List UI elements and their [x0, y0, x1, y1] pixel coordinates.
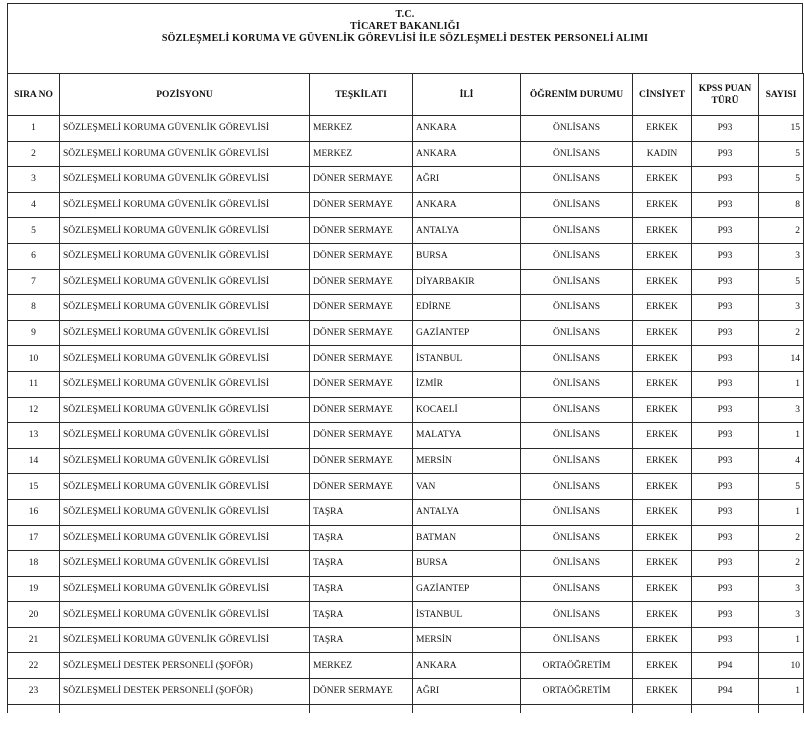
cell-pozisyon: SÖZLEŞMELİ KORUMA GÜVENLİK GÖREVLİSİ	[60, 371, 310, 397]
cell-pozisyon: SÖZLEŞMELİ DESTEK PERSONELİ (ŞOFÖR)	[60, 679, 310, 705]
cell-ogrenim: ÖNLİSANS	[521, 141, 633, 167]
col-header-ogrenim: ÖĞRENİM DURUMU	[521, 74, 633, 116]
cell-cinsiyet: ERKEK	[633, 576, 692, 602]
cell-kpss: P94	[692, 653, 759, 679]
cell-empty	[8, 704, 60, 713]
cell-empty	[633, 704, 692, 713]
cell-sayi: 3	[759, 576, 804, 602]
cell-kpss: P93	[692, 346, 759, 372]
table-row	[8, 141, 804, 167]
table-row	[8, 192, 804, 218]
cell-cinsiyet: ERKEK	[633, 295, 692, 321]
cell-kpss: P93	[692, 576, 759, 602]
cell-cinsiyet: ERKEK	[633, 243, 692, 269]
cell-il: AĞRI	[413, 167, 521, 193]
cell-ogrenim: ÖNLİSANS	[521, 371, 633, 397]
cell-kpss: P93	[692, 167, 759, 193]
cell-ogrenim: ÖNLİSANS	[521, 499, 633, 525]
cell-ogrenim: ÖNLİSANS	[521, 116, 633, 142]
cell-pozisyon: SÖZLEŞMELİ KORUMA GÜVENLİK GÖREVLİSİ	[60, 243, 310, 269]
cell-cinsiyet: ERKEK	[633, 167, 692, 193]
cell-sira-no: 10	[8, 346, 60, 372]
table-row	[8, 448, 804, 474]
cell-kpss: P93	[692, 116, 759, 142]
cell-kpss: P93	[692, 295, 759, 321]
cell-pozisyon: SÖZLEŞMELİ KORUMA GÜVENLİK GÖREVLİSİ	[60, 551, 310, 577]
cell-ogrenim: ÖNLİSANS	[521, 320, 633, 346]
cell-sira-no: 2	[8, 141, 60, 167]
cell-pozisyon: SÖZLEŞMELİ KORUMA GÜVENLİK GÖREVLİSİ	[60, 576, 310, 602]
cell-kpss: P93	[692, 423, 759, 449]
cell-kpss: P93	[692, 192, 759, 218]
cell-empty	[310, 704, 413, 713]
cell-sira-no: 16	[8, 499, 60, 525]
cell-cinsiyet: ERKEK	[633, 653, 692, 679]
cell-il: İZMİR	[413, 371, 521, 397]
cell-sayi: 3	[759, 243, 804, 269]
cell-kpss: P93	[692, 371, 759, 397]
cell-cinsiyet: ERKEK	[633, 474, 692, 500]
cell-sira-no: 5	[8, 218, 60, 244]
cell-sira-no: 9	[8, 320, 60, 346]
cell-ogrenim: ÖNLİSANS	[521, 192, 633, 218]
cell-sayi: 4	[759, 448, 804, 474]
cell-ogrenim: ÖNLİSANS	[521, 167, 633, 193]
cell-il: ANTALYA	[413, 218, 521, 244]
cell-teskilat: DÖNER SERMAYE	[310, 423, 413, 449]
cell-sira-no: 7	[8, 269, 60, 295]
cell-kpss: P93	[692, 474, 759, 500]
cell-cinsiyet: ERKEK	[633, 679, 692, 705]
col-header-kpss-line2: TÜRÜ	[711, 95, 739, 106]
cell-cinsiyet: ERKEK	[633, 320, 692, 346]
table-row	[8, 167, 804, 193]
cell-teskilat: DÖNER SERMAYE	[310, 448, 413, 474]
cell-il: ANKARA	[413, 653, 521, 679]
cell-sayi: 3	[759, 602, 804, 628]
cell-cinsiyet: ERKEK	[633, 423, 692, 449]
cell-teskilat: MERKEZ	[310, 653, 413, 679]
cell-pozisyon: SÖZLEŞMELİ KORUMA GÜVENLİK GÖREVLİSİ	[60, 295, 310, 321]
cell-teskilat: TAŞRA	[310, 525, 413, 551]
table-row	[8, 602, 804, 628]
cell-il: MALATYA	[413, 423, 521, 449]
cell-il: AĞRI	[413, 679, 521, 705]
table-row-cut-off	[8, 704, 804, 713]
cell-pozisyon: SÖZLEŞMELİ KORUMA GÜVENLİK GÖREVLİSİ	[60, 525, 310, 551]
cell-sayi: 15	[759, 116, 804, 142]
cell-cinsiyet: ERKEK	[633, 397, 692, 423]
cell-cinsiyet: KADIN	[633, 141, 692, 167]
cell-empty	[692, 704, 759, 713]
cell-sayi: 14	[759, 346, 804, 372]
cell-teskilat: DÖNER SERMAYE	[310, 371, 413, 397]
cell-pozisyon: SÖZLEŞMELİ KORUMA GÜVENLİK GÖREVLİSİ	[60, 192, 310, 218]
cell-il: İSTANBUL	[413, 346, 521, 372]
cell-sayi: 5	[759, 474, 804, 500]
cell-kpss: P93	[692, 551, 759, 577]
cell-teskilat: DÖNER SERMAYE	[310, 192, 413, 218]
cell-sayi: 1	[759, 679, 804, 705]
cell-teskilat: DÖNER SERMAYE	[310, 243, 413, 269]
cell-pozisyon: SÖZLEŞMELİ KORUMA GÜVENLİK GÖREVLİSİ	[60, 397, 310, 423]
cell-sira-no: 1	[8, 116, 60, 142]
cell-pozisyon: SÖZLEŞMELİ KORUMA GÜVENLİK GÖREVLİSİ	[60, 627, 310, 653]
cell-kpss: P93	[692, 499, 759, 525]
cell-kpss: P93	[692, 448, 759, 474]
cell-sira-no: 6	[8, 243, 60, 269]
cell-sira-no: 20	[8, 602, 60, 628]
cell-teskilat: TAŞRA	[310, 551, 413, 577]
cell-teskilat: DÖNER SERMAYE	[310, 295, 413, 321]
cell-ogrenim: ORTAÖĞRETİM	[521, 679, 633, 705]
table-row	[8, 525, 804, 551]
cell-teskilat: DÖNER SERMAYE	[310, 346, 413, 372]
cell-sira-no: 11	[8, 371, 60, 397]
cell-sira-no: 14	[8, 448, 60, 474]
cell-ogrenim: ÖNLİSANS	[521, 551, 633, 577]
table-row	[8, 269, 804, 295]
col-header-il: İLİ	[413, 74, 521, 116]
cell-il: ANKARA	[413, 141, 521, 167]
cell-sayi: 1	[759, 499, 804, 525]
cell-pozisyon: SÖZLEŞMELİ KORUMA GÜVENLİK GÖREVLİSİ	[60, 141, 310, 167]
cell-pozisyon: SÖZLEŞMELİ KORUMA GÜVENLİK GÖREVLİSİ	[60, 499, 310, 525]
cell-sayi: 1	[759, 627, 804, 653]
cell-sira-no: 12	[8, 397, 60, 423]
table-row	[8, 499, 804, 525]
cell-sira-no: 23	[8, 679, 60, 705]
table-row	[8, 371, 804, 397]
cell-ogrenim: ÖNLİSANS	[521, 602, 633, 628]
cell-kpss: P93	[692, 320, 759, 346]
cell-teskilat: DÖNER SERMAYE	[310, 397, 413, 423]
cell-teskilat: DÖNER SERMAYE	[310, 679, 413, 705]
table-row	[8, 116, 804, 142]
table-row	[8, 423, 804, 449]
cell-pozisyon: SÖZLEŞMELİ KORUMA GÜVENLİK GÖREVLİSİ	[60, 474, 310, 500]
cell-sayi: 3	[759, 397, 804, 423]
cell-pozisyon: SÖZLEŞMELİ KORUMA GÜVENLİK GÖREVLİSİ	[60, 116, 310, 142]
cell-cinsiyet: ERKEK	[633, 551, 692, 577]
cell-sira-no: 13	[8, 423, 60, 449]
cell-kpss: P93	[692, 141, 759, 167]
table-row	[8, 320, 804, 346]
cell-pozisyon: SÖZLEŞMELİ KORUMA GÜVENLİK GÖREVLİSİ	[60, 320, 310, 346]
cell-sayi: 2	[759, 525, 804, 551]
cell-il: ANKARA	[413, 192, 521, 218]
cell-sayi: 1	[759, 423, 804, 449]
cell-empty	[759, 704, 804, 713]
col-header-teskilat: TEŞKİLATI	[310, 74, 413, 116]
header-line-tc: T.C.	[395, 9, 415, 20]
cell-teskilat: MERKEZ	[310, 141, 413, 167]
cell-cinsiyet: ERKEK	[633, 116, 692, 142]
cell-il: GAZİANTEP	[413, 576, 521, 602]
cell-kpss: P93	[692, 243, 759, 269]
cell-ogrenim: ÖNLİSANS	[521, 525, 633, 551]
col-header-sira-no: SIRA NO	[8, 74, 60, 116]
cell-teskilat: MERKEZ	[310, 116, 413, 142]
cell-sira-no: 18	[8, 551, 60, 577]
cell-sayi: 2	[759, 551, 804, 577]
table-row	[8, 346, 804, 372]
cell-ogrenim: ÖNLİSANS	[521, 423, 633, 449]
cell-pozisyon: SÖZLEŞMELİ KORUMA GÜVENLİK GÖREVLİSİ	[60, 167, 310, 193]
col-header-kpss-line1: KPSS PUAN	[698, 83, 752, 94]
table-row	[8, 218, 804, 244]
cell-ogrenim: ORTAÖĞRETİM	[521, 653, 633, 679]
cell-sayi: 10	[759, 653, 804, 679]
cell-sayi: 5	[759, 167, 804, 193]
cell-empty	[413, 704, 521, 713]
cell-kpss: P94	[692, 679, 759, 705]
header-line-ministry: TİCARET BAKANLIĞI	[350, 21, 460, 32]
table-header-row	[8, 74, 804, 116]
cell-teskilat: DÖNER SERMAYE	[310, 320, 413, 346]
cell-il: GAZİANTEP	[413, 320, 521, 346]
cell-il: VAN	[413, 474, 521, 500]
cell-teskilat: TAŞRA	[310, 602, 413, 628]
cell-cinsiyet: ERKEK	[633, 499, 692, 525]
cell-ogrenim: ÖNLİSANS	[521, 218, 633, 244]
cell-sayi: 5	[759, 269, 804, 295]
table-row	[8, 627, 804, 653]
cell-il: MERSİN	[413, 627, 521, 653]
cell-sira-no: 15	[8, 474, 60, 500]
cell-ogrenim: ÖNLİSANS	[521, 448, 633, 474]
cell-sira-no: 3	[8, 167, 60, 193]
cell-sayi: 5	[759, 141, 804, 167]
cell-sira-no: 21	[8, 627, 60, 653]
cell-ogrenim: ÖNLİSANS	[521, 295, 633, 321]
cell-pozisyon: SÖZLEŞMELİ DESTEK PERSONELİ (ŞOFÖR)	[60, 653, 310, 679]
cell-kpss: P93	[692, 397, 759, 423]
cell-ogrenim: ÖNLİSANS	[521, 474, 633, 500]
cell-sira-no: 17	[8, 525, 60, 551]
cell-teskilat: DÖNER SERMAYE	[310, 167, 413, 193]
table-row	[8, 474, 804, 500]
cell-pozisyon: SÖZLEŞMELİ KORUMA GÜVENLİK GÖREVLİSİ	[60, 346, 310, 372]
cell-teskilat: DÖNER SERMAYE	[310, 474, 413, 500]
cell-pozisyon: SÖZLEŞMELİ KORUMA GÜVENLİK GÖREVLİSİ	[60, 448, 310, 474]
header-line-title: SÖZLEŞMELİ KORUMA VE GÜVENLİK GÖREVLİSİ İLE SÖZLEŞMELİ DESTEK PERSONELİ ALIMI	[161, 33, 649, 44]
cell-empty	[60, 704, 310, 713]
cell-cinsiyet: ERKEK	[633, 525, 692, 551]
cell-sira-no: 22	[8, 653, 60, 679]
table-row	[8, 576, 804, 602]
cell-ogrenim: ÖNLİSANS	[521, 627, 633, 653]
cell-il: MERSİN	[413, 448, 521, 474]
cell-sira-no: 8	[8, 295, 60, 321]
cell-teskilat: DÖNER SERMAYE	[310, 218, 413, 244]
cell-il: ANTALYA	[413, 499, 521, 525]
col-header-pozisyon: POZİSYONU	[60, 74, 310, 116]
cell-kpss: P93	[692, 525, 759, 551]
cell-teskilat: TAŞRA	[310, 627, 413, 653]
cell-il: BURSA	[413, 243, 521, 269]
table-row	[8, 653, 804, 679]
cell-teskilat: DÖNER SERMAYE	[310, 269, 413, 295]
cell-sayi: 1	[759, 371, 804, 397]
cell-il: BATMAN	[413, 525, 521, 551]
cell-cinsiyet: ERKEK	[633, 269, 692, 295]
table-row	[8, 243, 804, 269]
cell-kpss: P93	[692, 269, 759, 295]
table-row	[8, 679, 804, 705]
cell-cinsiyet: ERKEK	[633, 371, 692, 397]
table-row	[8, 295, 804, 321]
cell-sayi: 2	[759, 320, 804, 346]
cell-cinsiyet: ERKEK	[633, 192, 692, 218]
col-header-sayi: SAYISI	[759, 74, 804, 116]
cell-il: DİYARBAKIR	[413, 269, 521, 295]
cell-pozisyon: SÖZLEŞMELİ KORUMA GÜVENLİK GÖREVLİSİ	[60, 218, 310, 244]
cell-pozisyon: SÖZLEŞMELİ KORUMA GÜVENLİK GÖREVLİSİ	[60, 423, 310, 449]
cell-kpss: P93	[692, 627, 759, 653]
cell-il: İSTANBUL	[413, 602, 521, 628]
cell-ogrenim: ÖNLİSANS	[521, 346, 633, 372]
cell-cinsiyet: ERKEK	[633, 346, 692, 372]
cell-sira-no: 19	[8, 576, 60, 602]
cell-cinsiyet: ERKEK	[633, 602, 692, 628]
cell-ogrenim: ÖNLİSANS	[521, 576, 633, 602]
table-body	[8, 116, 804, 713]
document-header	[7, 3, 803, 73]
cell-pozisyon: SÖZLEŞMELİ KORUMA GÜVENLİK GÖREVLİSİ	[60, 602, 310, 628]
cell-il: EDİRNE	[413, 295, 521, 321]
cell-empty	[521, 704, 633, 713]
cell-sayi: 8	[759, 192, 804, 218]
cell-kpss: P93	[692, 602, 759, 628]
table-row	[8, 397, 804, 423]
cell-il: ANKARA	[413, 116, 521, 142]
cell-cinsiyet: ERKEK	[633, 218, 692, 244]
col-header-kpss	[692, 74, 759, 116]
cell-sayi: 2	[759, 218, 804, 244]
cell-ogrenim: ÖNLİSANS	[521, 269, 633, 295]
personnel-table	[7, 73, 804, 713]
cell-teskilat: TAŞRA	[310, 499, 413, 525]
cell-pozisyon: SÖZLEŞMELİ KORUMA GÜVENLİK GÖREVLİSİ	[60, 269, 310, 295]
cell-sayi: 3	[759, 295, 804, 321]
cell-ogrenim: ÖNLİSANS	[521, 243, 633, 269]
cell-il: KOCAELİ	[413, 397, 521, 423]
table-row	[8, 551, 804, 577]
cell-sira-no: 4	[8, 192, 60, 218]
cell-cinsiyet: ERKEK	[633, 627, 692, 653]
col-header-cinsiyet: CİNSİYET	[633, 74, 692, 116]
cell-cinsiyet: ERKEK	[633, 448, 692, 474]
cell-kpss: P93	[692, 218, 759, 244]
cell-ogrenim: ÖNLİSANS	[521, 397, 633, 423]
cell-teskilat: TAŞRA	[310, 576, 413, 602]
cell-il: BURSA	[413, 551, 521, 577]
